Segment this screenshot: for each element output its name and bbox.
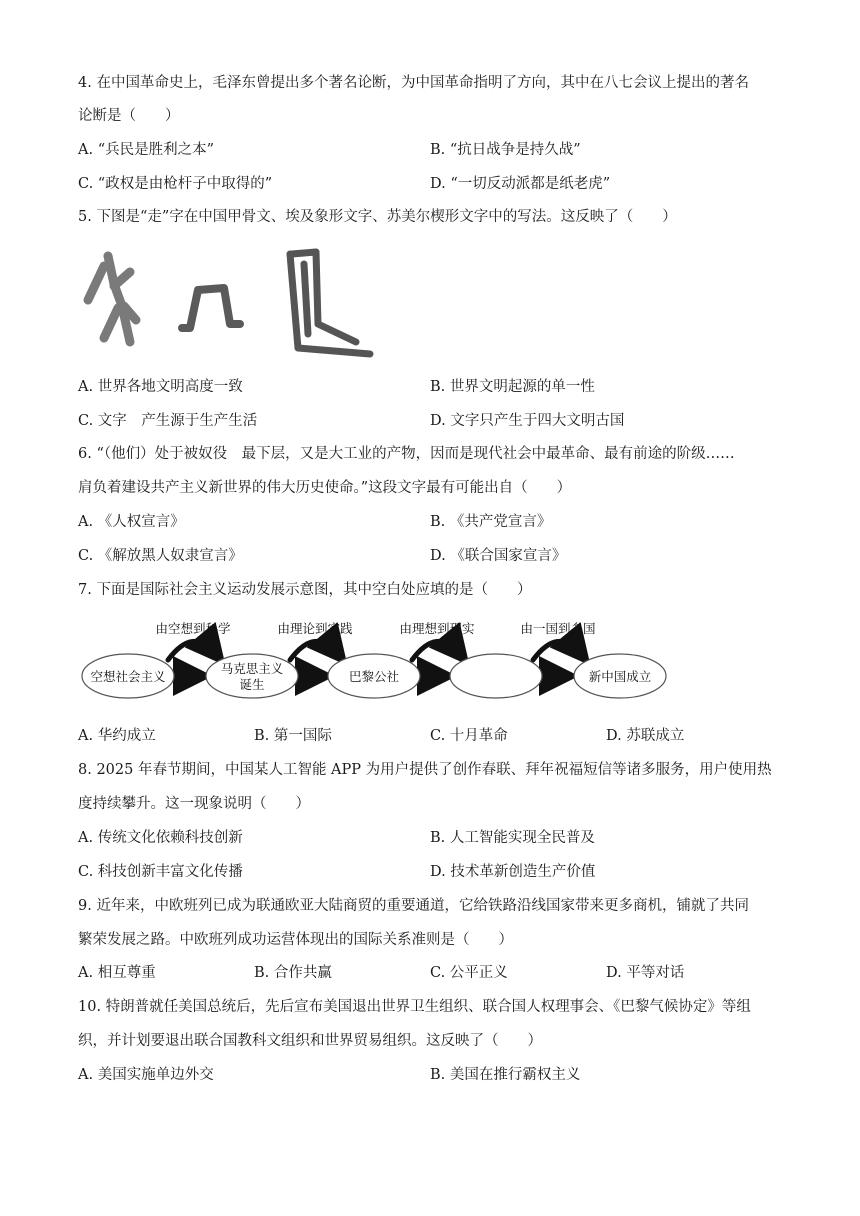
q7-option-d: D. 苏联成立 [606, 728, 685, 744]
q9-option-a: A. 相互尊重 [78, 965, 156, 981]
q10-stem-line1: 10. 特朗普就任美国总统后，先后宣布美国退出世界卫生组织、联合国人权理事会、《巴黎气候协定》等组 [78, 999, 751, 1015]
q9-stem-line2: 繁荣发展之路。中欧班列成功运营体现出的国际关系准则是（ ） [78, 932, 513, 948]
egyptian-hieroglyph-glyph [182, 288, 240, 328]
node-label-paris-commune: 巴黎公社 [348, 669, 400, 684]
node-label-marxism: 马克思主义 [220, 661, 284, 676]
q6-option-a: A. 《人权宣言》 [78, 514, 185, 530]
q6-option-b: B. 《共产党宣言》 [430, 514, 552, 530]
curved-arrow-3 [412, 641, 460, 660]
q7-option-b: B. 第一国际 [254, 728, 332, 744]
arc-label-2: 由理论到实践 [277, 621, 353, 636]
q9-option-d: D. 平等对话 [606, 965, 685, 981]
q6-option-c: C. 《解放黑人奴隶宣言》 [78, 548, 243, 564]
q7-option-a: A. 华约成立 [78, 728, 156, 744]
q8-option-c: C. 科技创新丰富文化传播 [78, 864, 243, 880]
arc-label-1: 由空想到科学 [155, 621, 231, 636]
node-label-birth: 诞生 [239, 677, 265, 692]
q9-stem-line1: 9. 近年来，中欧班列已成为联通欧亚大陆商贸的重要通道，它给铁路沿线国家带来更多商机，铺就了共同 [78, 898, 749, 914]
q4-option-a: A. “兵民是胜利之本” [78, 142, 215, 158]
arc-label-3: 由理想到现实 [399, 621, 475, 636]
q4-option-c: C. “政权是由枪杆子中取得的” [78, 176, 273, 192]
q4-stem-line1: 4. 在中国革命史上，毛泽东曾提出多个著名论断，为中国革命指明了方向，其中在八七会议上提出的著名 [78, 75, 749, 91]
arc-label-4: 由一国到多国 [520, 621, 596, 636]
q5-option-c: C. 文字 产生源于生产生活 [78, 413, 258, 429]
node-label-new-china: 新中国成立 [588, 669, 652, 684]
q4-stem-line2: 论断是（ ） [78, 108, 180, 124]
walk-character-glyphs-image [78, 244, 378, 364]
q5-option-b: B. 世界文明起源的单一性 [430, 379, 595, 395]
curved-arrow-4 [533, 641, 581, 660]
socialism-development-diagram [80, 616, 670, 716]
q5-stem-line1: 5. 下图是“走”字在中国甲骨文、埃及象形文字、苏美尔楔形文字中的写法。这反映了（ ） [78, 209, 677, 225]
q5-option-a: A. 世界各地文明高度一致 [78, 379, 243, 395]
q10-option-a: A. 美国实施单边外交 [78, 1067, 214, 1083]
node-blank [450, 654, 542, 698]
q8-option-d: D. 技术革新创造生产价值 [430, 864, 596, 880]
q10-stem-line2: 织，并计划要退出联合国教科文组织和世界贸易组织。这反映了（ ） [78, 1033, 542, 1049]
curved-arrow-2 [290, 641, 338, 660]
q8-stem-line2: 度持续攀升。这一现象说明（ ） [78, 796, 310, 812]
q4-option-d: D. “一切反动派都是纸老虎” [430, 176, 611, 192]
q7-stem-line1: 7. 下面是国际社会主义运动发展示意图，其中空白处应填的是（ ） [78, 582, 532, 598]
q4-option-b: B. “抗日战争是持久战” [430, 142, 581, 158]
q7-option-c: C. 十月革命 [430, 728, 508, 744]
oracle-bone-glyph [88, 256, 136, 342]
q8-option-b: B. 人工智能实现全民普及 [430, 830, 595, 846]
curved-arrow-1 [168, 641, 216, 660]
q10-option-b: B. 美国在推行霸权主义 [430, 1067, 581, 1083]
q9-option-c: C. 公平正义 [430, 965, 508, 981]
q6-stem-line2: 肩负着建设共产主义新世界的伟大历史使命。”这段文字最有可能出自（ ） [78, 480, 572, 496]
node-label-utopian-socialism: 空想社会主义 [90, 669, 166, 684]
q6-stem-line1: 6. “（他们）处于被奴役 最下层，又是大工业的产物，因而是现代社会中最革命、最有前途的阶级…… [78, 446, 735, 462]
q9-option-b: B. 合作共赢 [254, 965, 332, 981]
q5-option-d: D. 文字只产生于四大文明古国 [430, 413, 625, 429]
q6-option-d: D. 《联合国家宣言》 [430, 548, 567, 564]
q8-option-a: A. 传统文化依赖科技创新 [78, 830, 243, 846]
cuneiform-glyph [290, 252, 370, 354]
q8-stem-line1: 8. 2025 年春节期间，中国某人工智能 APP 为用户提供了创作春联、拜年祝福短信等诸多服务，用户使用热 [78, 762, 772, 778]
